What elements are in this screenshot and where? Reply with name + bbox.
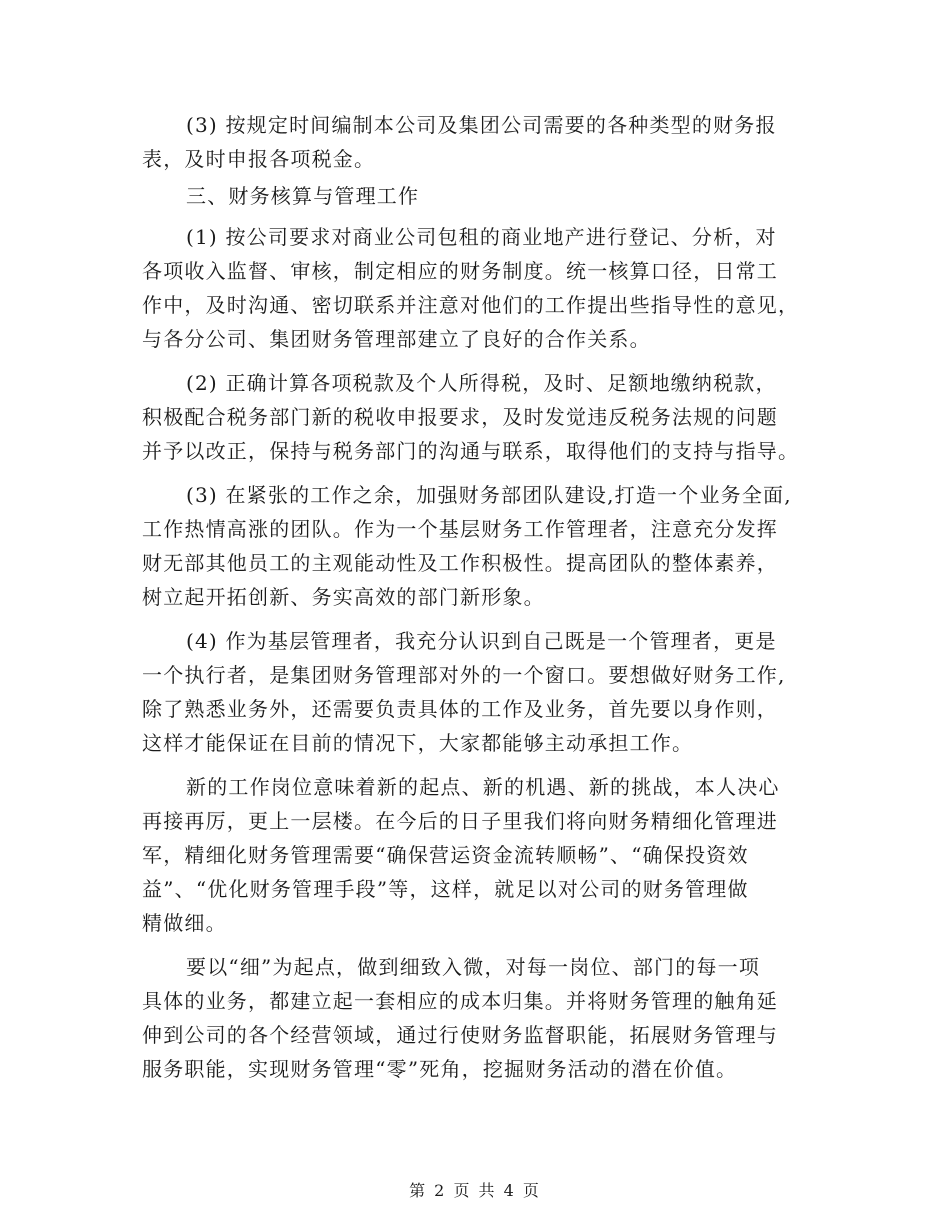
- text-line: 新的工作岗位意味着新的起点、新的机遇、新的挑战，本人决心: [186, 775, 780, 799]
- text-line: 要以“细”为起点，做到细致入微，对每一岗位、部门的每一项: [186, 955, 761, 979]
- text-line: 伸到公司的各个经营领域，通过行使财务监督职能，拓展财务管理与: [142, 1023, 778, 1047]
- text-line: 这样才能保证在目前的情况下，大家都能够主动承担工作。: [142, 731, 694, 755]
- paragraph-team-building: [142, 478, 807, 614]
- text-line: 服务职能，实现财务管理“零”死角，挖掘财务活动的潜在价值。: [142, 1057, 738, 1081]
- text-line: (2) 正确计算各项税款及个人所得税，及时、足额地缴纳税款，: [186, 371, 777, 395]
- text-line: 精做细。: [142, 911, 227, 935]
- paragraph-report-preparation: [142, 108, 807, 176]
- text-line: 积极配合税务部门新的税收申报要求，及时发觉违反税务法规的问题: [142, 405, 778, 429]
- text-line: 与各分公司、集团财务管理部建立了良好的合作关系。: [142, 327, 651, 351]
- text-line: 益”、“优化财务管理手段”等，这样，就足以对公司的财务管理做: [142, 877, 749, 901]
- document-body: [142, 108, 807, 1086]
- text-line: (3) 在紧张的工作之余，加强财务部团队建设,打造一个业务全面,: [186, 483, 792, 507]
- paragraph-commercial-property: [142, 220, 807, 356]
- text-line: 各项收入监督、审核，制定相应的财务制度。统一核算口径，日常工: [142, 259, 778, 283]
- paragraph-detail-starting-point: [142, 950, 807, 1086]
- text-line: (3) 按规定时间编制本公司及集团公司需要的各种类型的财务报: [186, 113, 777, 137]
- text-line: (4) 作为基层管理者，我充分认识到自己既是一个管理者，更是: [186, 629, 777, 653]
- page-footer: 第 2 页 共 4 页: [409, 1181, 541, 1200]
- paragraph-grassroots-manager: [142, 624, 807, 760]
- section-heading-text: 三、财务核算与管理工作: [186, 184, 420, 208]
- text-line: 具体的业务，都建立起一套相应的成本归集。并将财务管理的触角延: [142, 989, 778, 1013]
- text-line: 再接再厉，更上一层楼。在今后的日子里我们将向财务精细化管理进: [142, 809, 778, 833]
- text-line: 一个执行者，是集团财务管理部对外的一个窗口。要想做好财务工作,: [142, 663, 786, 687]
- paragraph-tax-calculation: [142, 366, 807, 468]
- text-line: 工作热情高涨的团队。作为一个基层财务工作管理者，注意充分发挥: [142, 517, 778, 541]
- text-line: 表，及时申报各项税金。: [142, 147, 376, 171]
- text-line: 并予以改正，保持与税务部门的沟通与联系，取得他们的支持与指导。: [142, 439, 800, 463]
- section-heading-accounting: [142, 179, 807, 213]
- text-line: 作中，及时沟通、密切联系并注意对他们的工作提出些指导性的意见，: [142, 293, 800, 317]
- paragraph-new-position: [142, 770, 807, 940]
- text-line: 除了熟悉业务外，还需要负责具体的工作及业务，首先要以身作则，: [142, 697, 778, 721]
- text-line: (1) 按公司要求对商业公司包租的商业地产进行登记、分析，对: [186, 225, 777, 249]
- text-line: 树立起开拓创新、务实高效的部门新形象。: [142, 585, 545, 609]
- text-line: 财无部其他员工的主观能动性及工作积极性。提高团队的整体素养，: [142, 551, 778, 575]
- text-line: 军，精细化财务管理需要“确保营运资金流转顺畅”、“确保投资效: [142, 843, 749, 867]
